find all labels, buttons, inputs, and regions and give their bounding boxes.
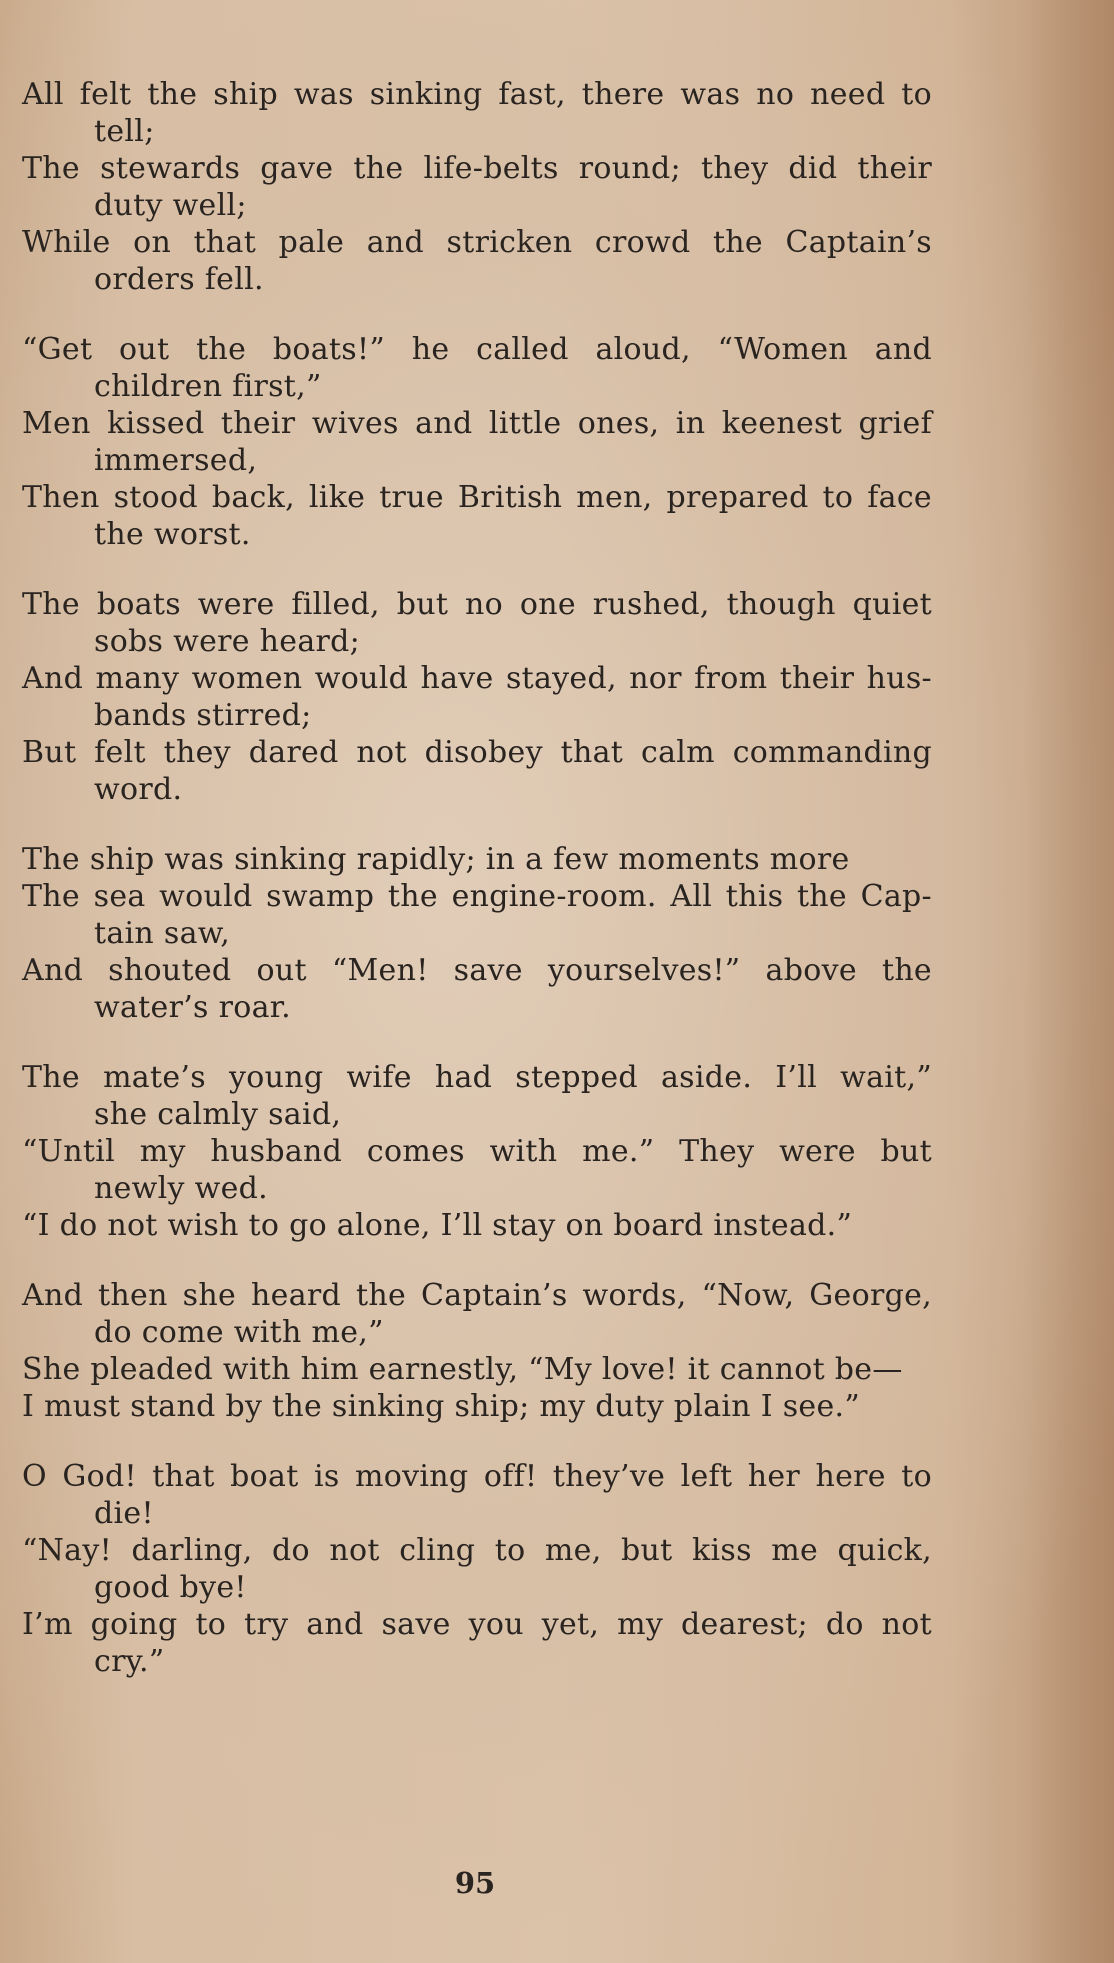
verse-line	[22, 405, 932, 479]
verse-line-first: The stewards gave the life-belts round; they did their	[22, 151, 932, 186]
verse-line-first: All felt the ship was sinking fast, there was no need to	[22, 77, 932, 112]
stanza-4	[22, 841, 932, 1026]
verse-line-continuation: word.	[94, 772, 183, 807]
verse-line-first: Men kissed their wives and little ones, in keenest grief	[22, 406, 932, 441]
verse-line-continuation: tain saw,	[94, 916, 231, 951]
verse-line	[22, 1277, 932, 1351]
verse-line	[22, 224, 932, 298]
verse-line	[22, 734, 932, 808]
verse-line	[22, 952, 932, 1026]
verse-line	[22, 1388, 932, 1425]
verse-line-continuation: good bye!	[94, 1570, 247, 1605]
verse-line-first: The sea would swamp the engine-room. All this the Cap-	[22, 879, 932, 914]
verse-line-continuation: die!	[94, 1496, 154, 1531]
verse-line-first: I’m going to try and save you yet, my dearest; do not	[22, 1607, 932, 1642]
verse-line	[22, 150, 932, 224]
verse-line-first: And many women would have stayed, nor from their hus-	[22, 661, 932, 696]
verse-line	[22, 1059, 932, 1133]
verse-line-first: The mate’s young wife had stepped aside. I’ll wait,”	[22, 1060, 932, 1095]
stanza-3	[22, 586, 932, 808]
verse-line-first: I must stand by the sinking ship; my duty plain I see.”	[22, 1389, 860, 1424]
verse-line-first: And shouted out “Men! save yourselves!” above the	[22, 953, 932, 988]
verse-line	[22, 660, 932, 734]
verse-line	[22, 1207, 932, 1244]
verse-line-continuation: children first,”	[94, 369, 322, 404]
verse-line-continuation: duty well;	[94, 188, 247, 223]
verse-line-first: “Nay! darling, do not cling to me, but kiss me quick,	[22, 1533, 932, 1568]
verse-line-continuation: tell;	[94, 114, 155, 149]
verse-line	[22, 1133, 932, 1207]
verse-line-first: But felt they dared not disobey that calm commanding	[22, 735, 932, 770]
verse-line-first: O God! that boat is moving off! they’ve left her here to	[22, 1459, 932, 1494]
verse-line-continuation: cry.”	[94, 1644, 165, 1679]
poem-text	[22, 76, 932, 1713]
verse-line	[22, 76, 932, 150]
verse-line	[22, 1532, 932, 1606]
verse-line	[22, 1458, 932, 1532]
verse-line-continuation: do come with me,”	[94, 1315, 384, 1350]
verse-line	[22, 841, 932, 878]
verse-line-first: “Get out the boats!” he called aloud, “Women and	[22, 332, 932, 367]
verse-line-continuation: immersed,	[94, 443, 258, 478]
stanza-1	[22, 76, 932, 298]
verse-line-continuation: water’s roar.	[94, 990, 291, 1025]
verse-line-first: “Until my husband comes with me.” They were but	[22, 1134, 932, 1169]
verse-line-continuation: she calmly said,	[94, 1097, 342, 1132]
verse-line-first: She pleaded with him earnestly, “My love! it cannot be—	[22, 1352, 903, 1387]
verse-line-continuation: orders fell.	[94, 262, 264, 297]
verse-line-continuation: the worst.	[94, 517, 251, 552]
stanza-6	[22, 1277, 932, 1425]
verse-line	[22, 331, 932, 405]
verse-line-first: The boats were filled, but no one rushed, though quiet	[22, 587, 932, 622]
verse-line-first: The ship was sinking rapidly; in a few moments more	[22, 842, 850, 877]
verse-line-first: Then stood back, like true British men, prepared to face	[22, 480, 932, 515]
verse-line-first: And then she heard the Captain’s words, “Now, George,	[22, 1278, 932, 1313]
verse-line	[22, 586, 932, 660]
page-number: 95	[454, 1866, 496, 1900]
verse-line-first: While on that pale and stricken crowd the Captain’s	[22, 225, 932, 260]
stanza-2	[22, 331, 932, 553]
verse-line-continuation: newly wed.	[94, 1171, 269, 1206]
verse-line-continuation: bands stirred;	[94, 698, 312, 733]
verse-line	[22, 479, 932, 553]
verse-line-continuation: sobs were heard;	[94, 624, 361, 659]
verse-line	[22, 1606, 932, 1680]
stanza-7	[22, 1458, 932, 1680]
verse-line	[22, 878, 932, 952]
verse-line-first: “I do not wish to go alone, I’ll stay on board instead.”	[22, 1208, 853, 1243]
verse-line	[22, 1351, 932, 1388]
stanza-5	[22, 1059, 932, 1244]
